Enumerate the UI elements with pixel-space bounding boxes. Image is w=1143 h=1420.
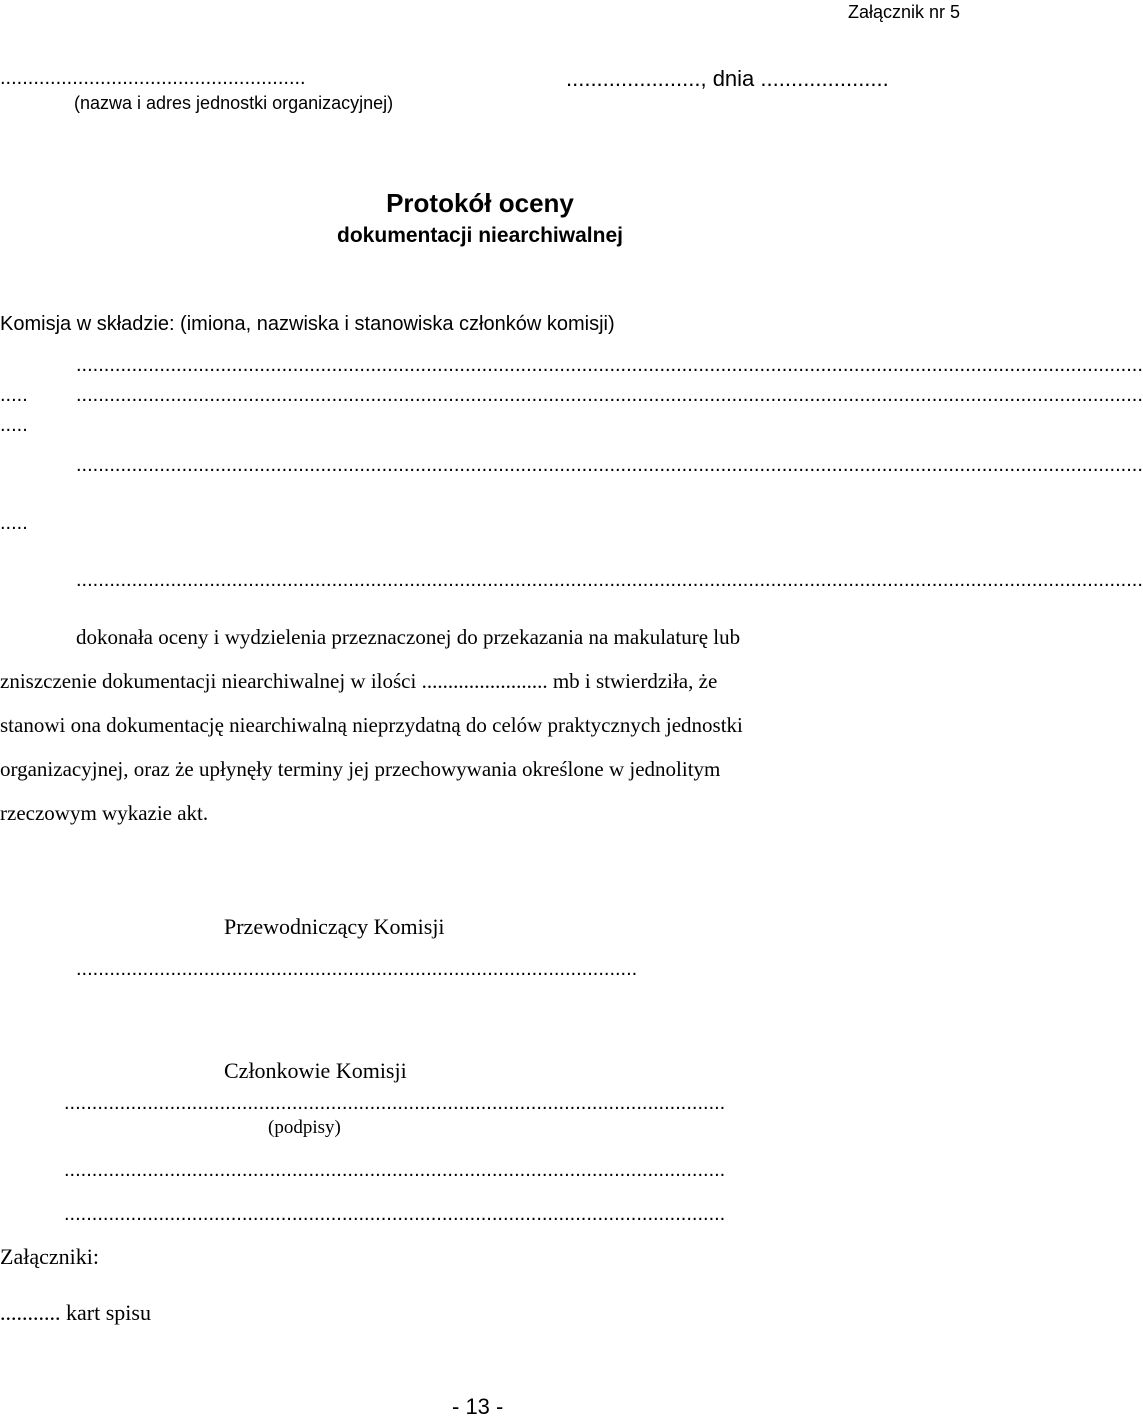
body-line-5: rzeczowym wykazie akt. bbox=[0, 801, 209, 825]
chair-signature-line: ..................................................................................................... bbox=[76, 958, 638, 980]
document-title: Protokół oceny bbox=[386, 188, 574, 218]
commission-intro: Komisja w składzie: (imiona, nazwiska i stanowiska członków komisji) bbox=[0, 313, 615, 335]
member-line-4: ................................................................................................................................................................................................ bbox=[76, 569, 1143, 591]
member-signature-line-1: ....................................................................................................................... bbox=[64, 1092, 726, 1114]
member-signature-line-2: ....................................................................................................................... bbox=[64, 1159, 726, 1181]
attachments-label: Załączniki: bbox=[0, 1244, 99, 1269]
place-date-line: ......................, dnia ..................... bbox=[566, 66, 889, 91]
member-signature-line-3: ....................................................................................................................... bbox=[64, 1203, 726, 1225]
page-number: - 13 - bbox=[452, 1394, 504, 1419]
member-line-1: ................................................................................................................................................................................................ bbox=[76, 354, 1143, 376]
body-line-3: stanowi ona dokumentację niearchiwalną nieprzydatną do celów praktycznych jednostki bbox=[0, 713, 743, 737]
unit-name-caption: (nazwa i adres jednostki organizacyjnej) bbox=[74, 93, 394, 113]
attachment-label: Załącznik nr 5 bbox=[848, 2, 961, 22]
attachments-item: ........... kart spisu bbox=[0, 1300, 151, 1325]
member-line-2-prefix: ..... bbox=[0, 384, 28, 406]
members-label: Członkowie Komisji bbox=[224, 1058, 407, 1083]
unit-name-dots: ....................................................... bbox=[0, 67, 306, 89]
member-line-2: ................................................................................................................................................................................................ bbox=[76, 384, 1143, 406]
signatures-caption: (podpisy) bbox=[268, 1117, 341, 1138]
body-line-2: zniszczenie dokumentacji niearchiwalnej w ilości ........................ mb i stwierdziła, że bbox=[0, 669, 718, 693]
chair-label: Przewodniczący Komisji bbox=[224, 914, 445, 939]
member-line-3: ................................................................................................................................................................................................ bbox=[76, 454, 1143, 476]
member-line-3-prefix: ..... bbox=[0, 414, 28, 436]
member-line-4-prefix: ..... bbox=[0, 512, 28, 534]
body-line-4: organizacyjnej, oraz że upłynęły terminy jej przechowywania określone w jednolitym bbox=[0, 757, 721, 781]
body-line-1: dokonała oceny i wydzielenia przeznaczonej do przekazania na makulaturę lub bbox=[76, 625, 741, 649]
document-subtitle: dokumentacji niearchiwalnej bbox=[337, 224, 623, 247]
